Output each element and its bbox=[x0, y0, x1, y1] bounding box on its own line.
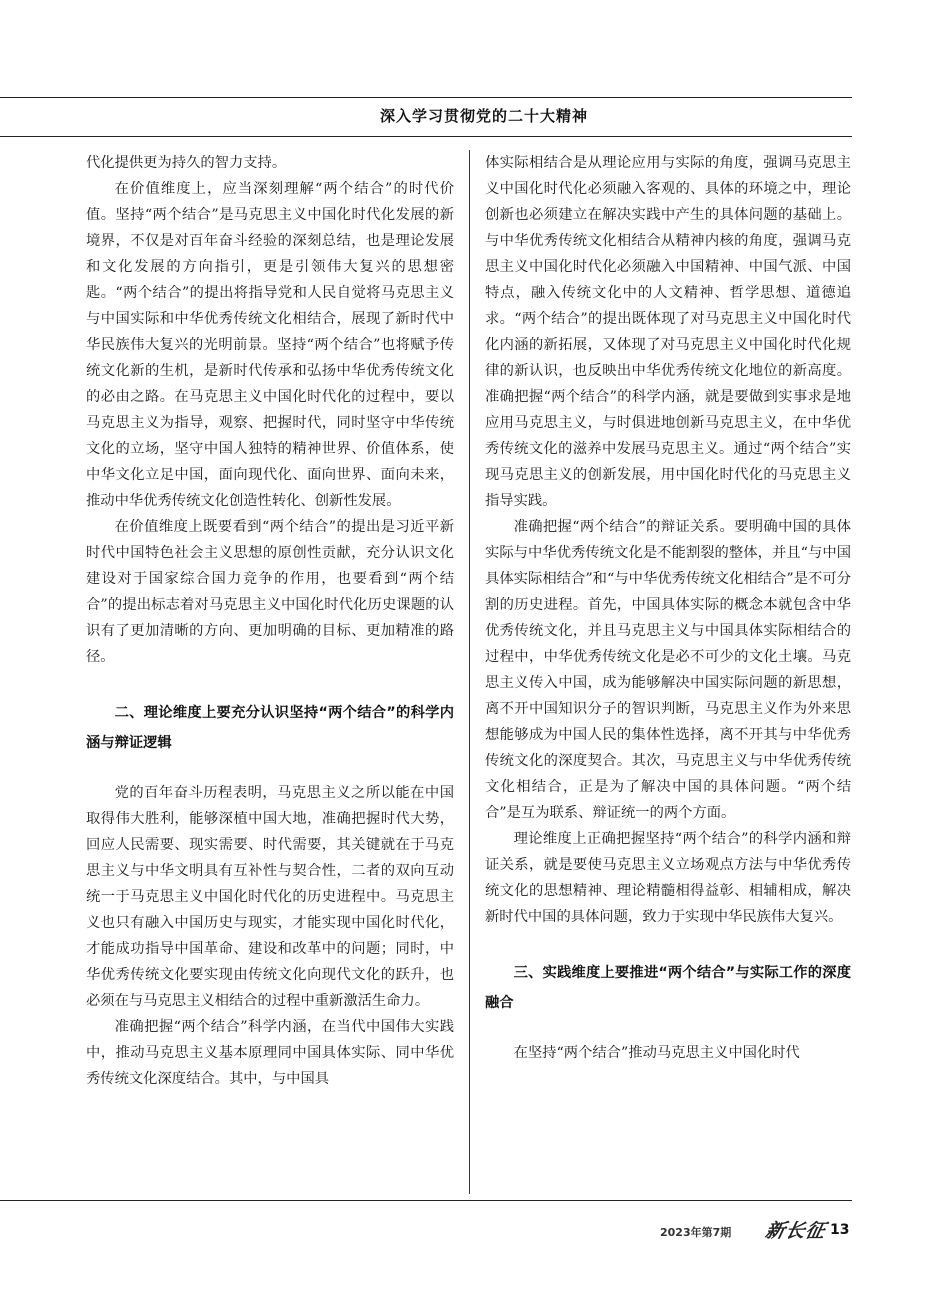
paragraph: 体实际相结合是从理论应用与实际的角度，强调马克思主义中国化时代化必须融入客观的、具体的环境之中，理论创新也必须建立在解决实践中产生的具体问题的基础上。与中华优秀传统文化相结合从精神内核的角度，强调马克思主义中国化时代化必须融入中国精神、中国气派、中国特点，融入传统文化中的人文精神、哲学思想、道德追求。“两个结合”的提出既体现了对马克思主义中国化时代化内涵的新拓展，又体现了对马克思主义中国化时代化规律的新认识，也反映出中华优秀传统文化地位的新高度。准确把握“两个结合”的科学内涵，就是要做到实事求是地应用马克思主义，与时俱进地创新马克思主义，在中华优秀传统文化的滋养中发展马克思主义。通过“两个结合”实现马克思主义的创新发展，用中国化时代化的马克思主义指导实践。 bbox=[485, 155, 851, 509]
paragraph: 在坚持“两个结合”推动马克思主义中国化时代 bbox=[513, 1045, 800, 1061]
right-column bbox=[485, 150, 851, 1194]
paragraph: 代化提供更为持久的智力支持。 bbox=[86, 155, 287, 171]
issue-label: 2023年第7期 bbox=[660, 1226, 732, 1239]
header-rule bbox=[0, 136, 852, 137]
top-rule bbox=[0, 97, 852, 98]
magazine-logo: 新长征 bbox=[763, 1220, 829, 1242]
left-column bbox=[86, 150, 454, 1194]
paragraph: 理论维度上正确把握坚持“两个结合”的科学内涵和辩证关系，就是要使马克思主义立场观点方法与中华优秀传统文化的思想精神、理论精髓相得益彰、相辅相成，解决新时代中国的具体问题，致力于实现中华民族伟大复兴。 bbox=[485, 831, 851, 925]
page-number: 13 bbox=[830, 1222, 850, 1238]
paragraph: 准确把握“两个结合”的辩证关系。要明确中国的具体实际与中华优秀传统文化是不能割裂的整体，并且“与中国具体实际相结合”和“与中华优秀传统文化相结合”是不可分割的历史进程。首先，中国具体实际的概念本就包含中华优秀传统文化，并且马克思主义与中国具体实际相结合的过程中，中华优秀传统文化是必不可少的文化土壤。马克思主义传入中国，成为能够解决中国实际问题的新思想，离不开中国知识分子的智识判断，马克思主义作为外来思想能够成为中国人民的集体性选择，离不开其与中华优秀传统文化的深度契合。其次，马克思主义与中华优秀传统文化相结合，正是为了解决中国的具体问题。“两个结合”是互为联系、辩证统一的两个方面。 bbox=[485, 519, 851, 821]
section-heading: 三、实践维度上要推进“两个结合”与实际工作的深度融合 bbox=[485, 965, 851, 1011]
section-title: 深入学习贯彻党的二十大精神 bbox=[380, 107, 589, 125]
paragraph: 准确把握“两个结合”科学内涵，在当代中国伟大实践中，推动马克思主义基本原理同中国具体实际、同中华优秀传统文化深度结合。其中，与中国具 bbox=[86, 1019, 454, 1087]
column-divider bbox=[469, 150, 470, 1194]
paragraph: 在价值维度上既要看到“两个结合”的提出是习近平新时代中国特色社会主义思想的原创性贡献，充分认识文化建设对于国家综合国力竞争的作用，也要看到“两个结合”的提出标志着对马克思主义中国化时代化历史课题的认识有了更加清晰的方向、更加明确的目标、更加精准的路径。 bbox=[86, 519, 454, 665]
paragraph: 在价值维度上，应当深刻理解“两个结合”的时代价值。坚持“两个结合”是马克思主义中国化时代化发展的新境界，不仅是对百年奋斗经验的深刻总结，也是理论发展和文化发展的方向指引，更是引领伟大复兴的思想密匙。“两个结合”的提出将指导党和人民自觉将马克思主义与中国实际和中华优秀传统文化相结合，展现了新时代中华民族伟大复兴的光明前景。坚持“两个结合”也将赋予传统文化新的生机，是新时代传承和弘扬中华优秀传统文化的必由之路。在马克思主义中国化时代化的过程中，要以马克思主义为指导，观察、把握时代，同时坚守中华传统文化的立场，坚守中国人独特的精神世界、价值体系，使中华文化立足中国，面向现代化、面向世界、面向未来，推动中华优秀传统文化创造性转化、创新性发展。 bbox=[86, 181, 454, 509]
section-heading: 二、理论维度上要充分认识坚持“两个结合”的科学内涵与辩证逻辑 bbox=[86, 705, 454, 751]
footer-rule bbox=[0, 1200, 852, 1201]
paragraph: 党的百年奋斗历程表明，马克思主义之所以能在中国取得伟大胜利，能够深植中国大地，准确把握时代大势，回应人民需要、现实需要、时代需要，其关键就在于马克思主义与中华文明具有互补性与契合性，二者的双向互动统一于马克思主义中国化时代化的历史进程中。马克思主义也只有融入中国历史与现实，才能实现中国化时代化，才能成功指导中国革命、建设和改革中的问题；同时，中华优秀传统文化要实现由传统文化向现代文化的跃升，也必须在与马克思主义相结合的过程中重新激活生命力。 bbox=[86, 785, 454, 1009]
